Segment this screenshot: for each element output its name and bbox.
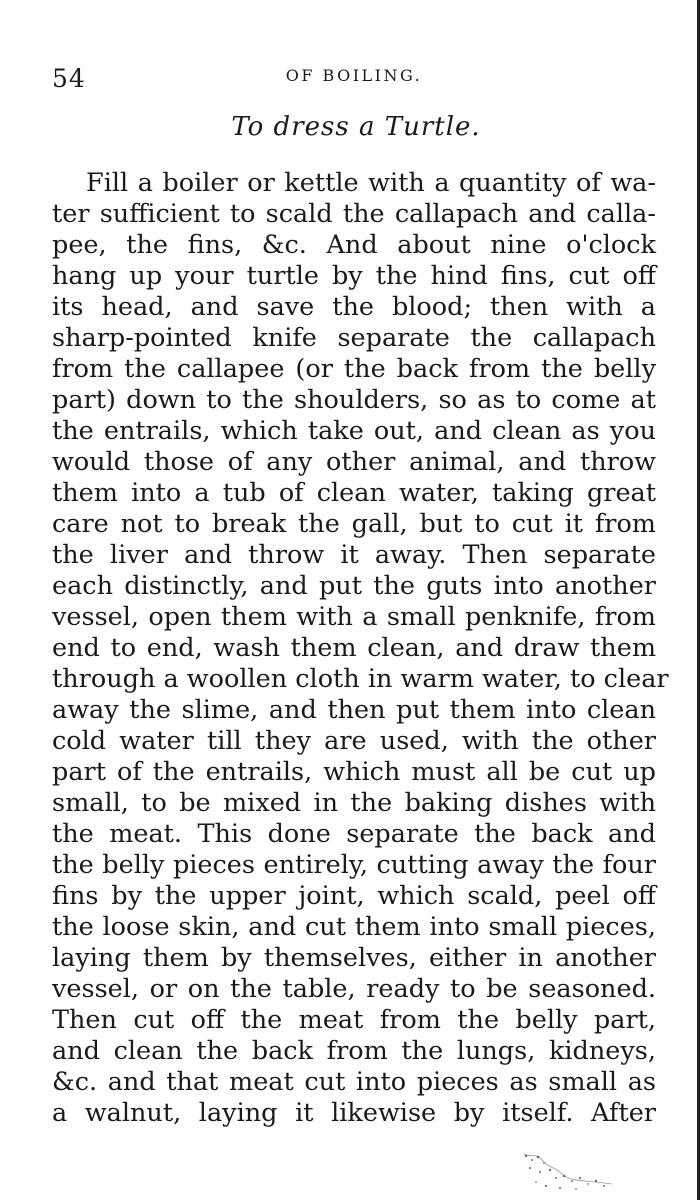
text-line: hang up your turtle by the hind fins, cut off (52, 261, 656, 291)
text-line: a walnut, laying it likewise by itself. After (52, 1098, 656, 1128)
text-line: would those of any other animal, and throw (52, 447, 656, 477)
text-line: pee, the fins, &c. And about nine o'clock (52, 230, 656, 260)
text-line: care not to break the gall, but to cut it from (52, 509, 656, 539)
page-number: 54 (52, 64, 86, 93)
text-line: its head, and save the blood; then with a (52, 292, 656, 322)
text-line: each distinctly, and put the guts into another (52, 571, 656, 601)
ink-smudge (516, 1148, 626, 1192)
text-line: the loose skin, and cut them into small pieces, (52, 912, 656, 942)
text-line: Fill a boiler or kettle with a quantity of wa- (86, 168, 656, 198)
text-line: sharp-pointed knife separate the callapach (52, 323, 656, 353)
text-line: end to end, wash them clean, and draw them (52, 633, 656, 663)
text-line: the entrails, which take out, and clean as you (52, 416, 656, 446)
text-line: vessel, or on the table, ready to be seasoned. (52, 974, 656, 1004)
text-line: cold water till they are used, with the other (52, 726, 656, 756)
text-line: part of the entrails, which must all be cut up (52, 757, 656, 787)
text-line: small, to be mixed in the baking dishes with (52, 788, 656, 818)
text-line: from the callapee (or the back from the belly (52, 354, 656, 384)
text-line: and clean the back from the lungs, kidneys, (52, 1036, 656, 1066)
text-line: them into a tub of clean water, taking great (52, 478, 656, 508)
text-line: the meat. This done separate the back and (52, 819, 656, 849)
text-line: the liver and throw it away. Then separate (52, 540, 656, 570)
text-line: &c. and that meat cut into pieces as small as (52, 1067, 656, 1097)
text-line: vessel, open them with a small penknife, from (52, 602, 656, 632)
text-line: fins by the upper joint, which scald, peel off (52, 881, 656, 911)
text-line: away the slime, and then put them into clean (52, 695, 656, 725)
text-line: Then cut off the meat from the belly part, (52, 1005, 656, 1035)
running-head: OF BOILING. (285, 66, 423, 85)
text-line: ter sufficient to scald the callapach and calla- (52, 199, 656, 229)
recipe-title: To dress a Turtle. (231, 112, 481, 142)
text-line: through a woollen cloth in warm water, to clear (52, 664, 669, 694)
recipe-body (52, 168, 669, 1129)
text-line: laying them by themselves, either in another (52, 943, 656, 973)
text-line: part) down to the shoulders, so as to come at (52, 385, 656, 415)
text-line: the belly pieces entirely, cutting away the four (52, 850, 656, 880)
